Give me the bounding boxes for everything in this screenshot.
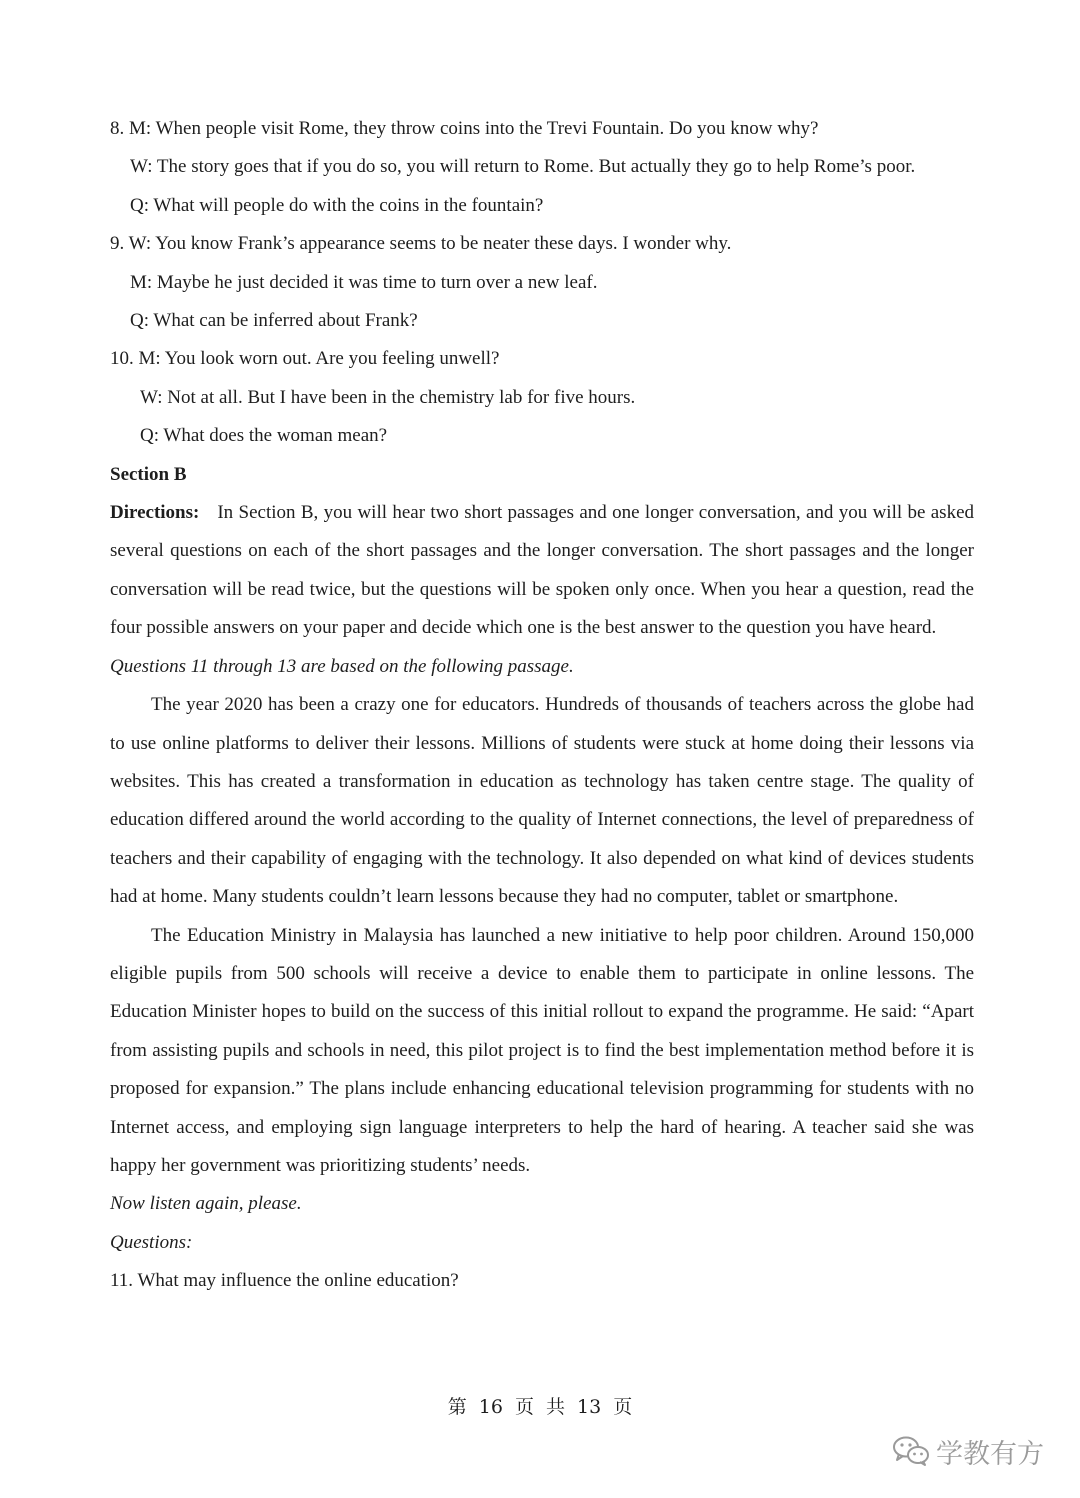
- passage-paragraph-1: The year 2020 has been a crazy one for educators. Hundreds of thousands of teachers across the globe had to use online platforms to deliver their lessons. Millions of students were stuck at home doing their lessons via websites. This has created a transformation in education as technology has taken centre stage. The quality of education differed around the world according to the quality of Internet connections, the level of preparedness of teachers and their capability of engaging with the technology. It also depended on what kind of devices students had at home. Many students couldn’t learn lessons because they had no computer, tablet or smartphone.: [110, 694, 974, 908]
- dialogue-9-question: Q: What can be inferred about Frank?: [130, 310, 418, 332]
- dialogue-8-man: 8. M: When people visit Rome, they throw coins into the Trevi Fountain. Do you know why?: [110, 118, 819, 139]
- passage-paragraph-2: The Education Ministry in Malaysia has launched a new initiative to help poor children. Around 150,000 eligible pupils from 500 schools will receive a device to enable them to participate in online lessons. The Education Minister hopes to build on the success of this initial rollout to expand the programme. He said: “Apart from assisting pupils and schools in need, this pilot project is to find the best implementation method before it is proposed for expansion.” The plans include enhancing educational television programming for students with no Internet access, and employing sign language interpreters to help the hard of hearing. A teacher said she was happy her government was prioritizing students’ needs.: [110, 924, 974, 1176]
- listen-again-note: Now listen again, please.: [110, 1193, 302, 1215]
- directions-text: In Section B, you will hear two short passages and one longer conversation, and you will be asked several questions on each of the short passages and the longer conversation. The short passages and the longer conversation will be read twice, but the questions will be spoken only once. When you hear a question, read the four possible answers on your paper and decide which one is the best answer to the question you have heard.: [110, 502, 974, 639]
- watermark-text: 学教有方: [936, 1438, 1044, 1470]
- watermark: [892, 1431, 1044, 1471]
- dialogue-9-woman: 9. W: You know Frank’s appearance seems to be neater these days. I wonder why.: [110, 233, 732, 255]
- dialogue-10-man: 10. M: You look worn out. Are you feeling unwell?: [110, 348, 500, 370]
- directions-label: Directions:: [110, 502, 200, 524]
- question-11: 11. What may influence the online education?: [110, 1270, 459, 1292]
- dialogue-8-question: Q: What will people do with the coins in the fountain?: [130, 194, 544, 216]
- page-footer: 第 16 页 共 13 页: [447, 1396, 633, 1418]
- dialogue-8-woman: W: The story goes that if you do so, you will return to Rome. But actually they go to help Rome’s poor.: [130, 156, 916, 178]
- questions-label: Questions:: [110, 1231, 193, 1253]
- document-page: [110, 110, 974, 1301]
- dialogue-9-man: M: Maybe he just decided it was time to turn over a new leaf.: [130, 271, 598, 293]
- dialogue-10-question: Q: What does the woman mean?: [140, 425, 388, 447]
- wechat-icon: [892, 1435, 930, 1467]
- section-b-heading: Section B: [110, 463, 187, 485]
- questions-intro: Questions 11 through 13 are based on the following passage.: [110, 655, 574, 677]
- directions-paragraph: [110, 494, 974, 648]
- dialogue-10-woman: W: Not at all. But I have been in the chemistry lab for five hours.: [140, 386, 636, 408]
